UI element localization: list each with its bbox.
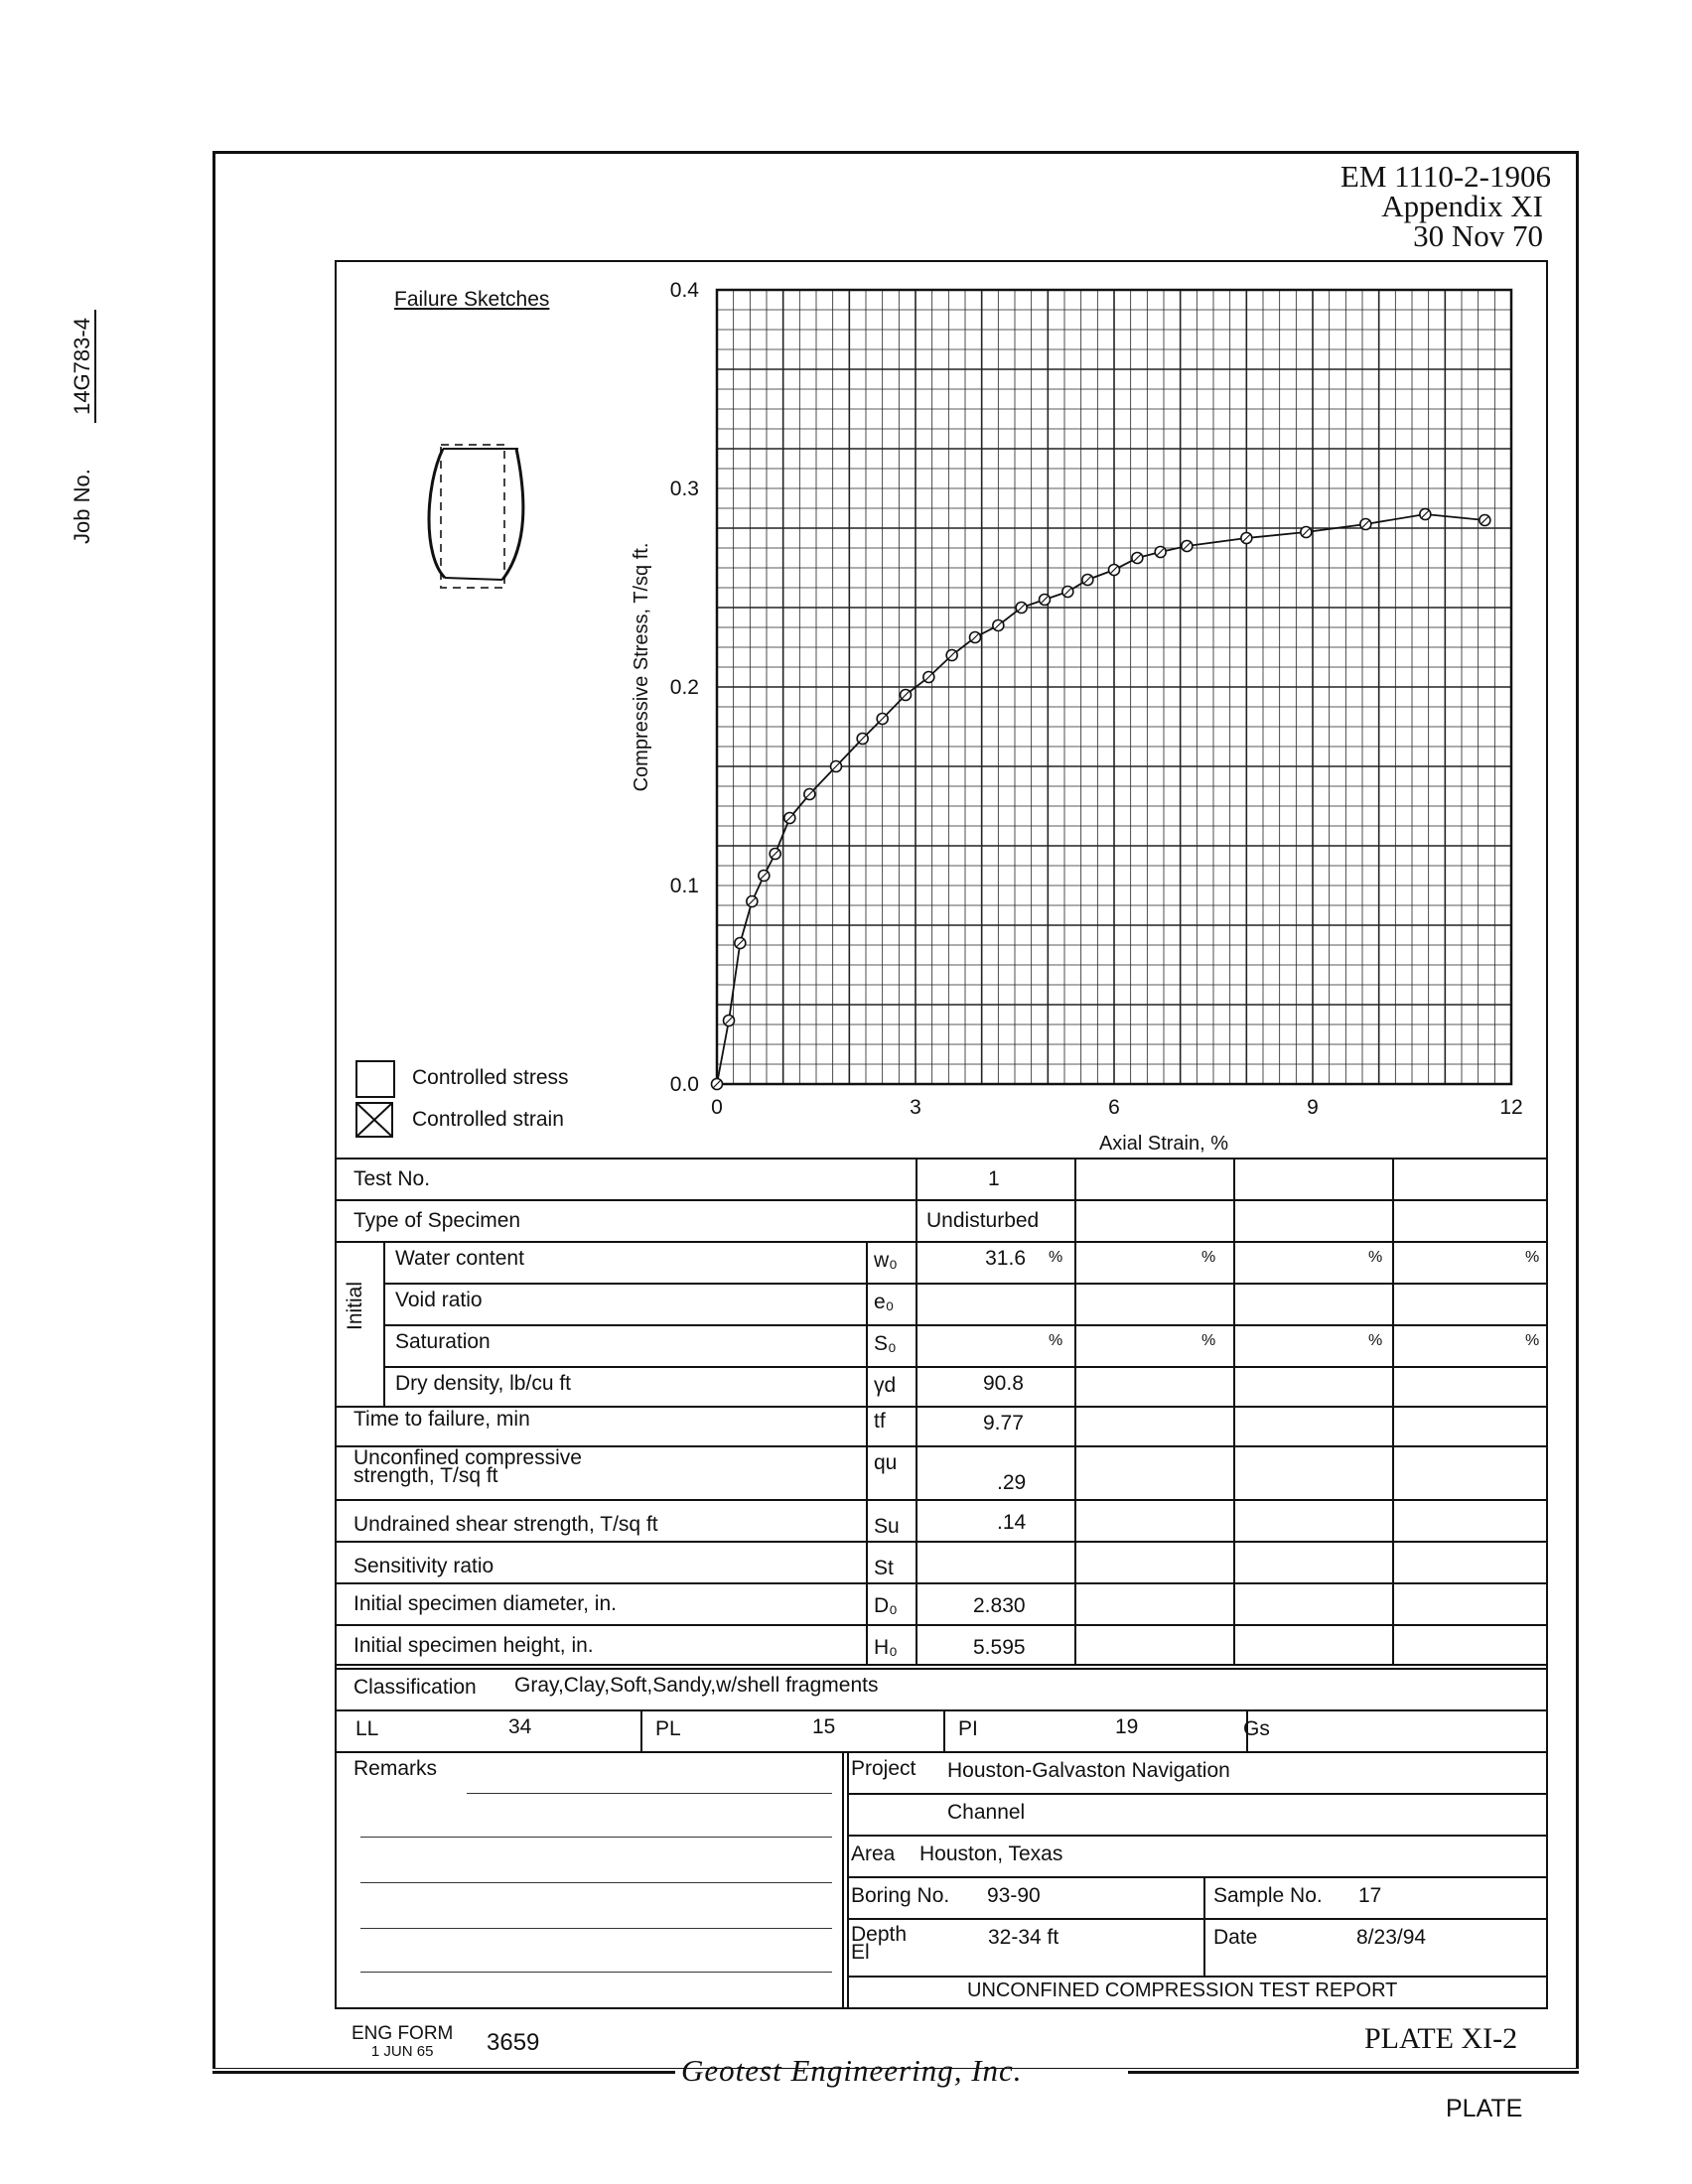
plate-label: PLATE: [1446, 2095, 1523, 2122]
date-value: 8/23/94: [1356, 1926, 1427, 1949]
shear-strength-label: Undrained shear strength, T/sq ft: [353, 1513, 658, 1536]
remarks-project-divider: [842, 1751, 844, 2009]
sensitivity-label: Sensitivity ratio: [353, 1555, 494, 1577]
x-tick-label: 12: [1499, 1096, 1523, 1119]
dry-density-symbol: γd: [874, 1374, 897, 1397]
controlled-strain-label: Controlled strain: [412, 1108, 564, 1131]
saturation-symbol: S₀: [874, 1332, 897, 1355]
initial-block-divider: [383, 1241, 385, 1406]
diameter-symbol: D₀: [874, 1594, 898, 1617]
company-name: Geotest Engineering, Inc.: [681, 2053, 1023, 2088]
pl-label: PL: [655, 1717, 681, 1740]
pct-6: %: [1201, 1332, 1216, 1349]
ucs-label: [353, 1446, 582, 1487]
pct-4: %: [1525, 1249, 1540, 1266]
ll-value: 34: [508, 1715, 532, 1738]
dry-density-value: 90.8: [983, 1372, 1024, 1395]
doc-number: EM 1110-2-1906: [1340, 159, 1551, 194]
ll-label: LL: [355, 1717, 379, 1740]
depth-label: Depth: [851, 1923, 908, 1946]
water-content-symbol: w₀: [874, 1249, 898, 1272]
void-ratio-symbol: e₀: [874, 1291, 895, 1313]
x-tick-label: 9: [1307, 1096, 1319, 1119]
classification-rule: [335, 1709, 1548, 1711]
table-double-rule: [335, 1668, 1548, 1670]
table-row-rule: [335, 1582, 1548, 1584]
table-row-rule: [335, 1241, 1548, 1243]
ucs-value: .29: [997, 1471, 1027, 1494]
area-value: Houston, Texas: [919, 1843, 1063, 1865]
value-column-3: [1233, 1158, 1235, 1664]
pct-8: %: [1525, 1332, 1540, 1349]
controlled-stress-checkbox: [355, 1060, 395, 1098]
value-column-1: [916, 1158, 917, 1664]
sample-label: Sample No.: [1213, 1884, 1323, 1907]
project-label: Project: [851, 1757, 916, 1780]
sensitivity-symbol: St: [874, 1557, 894, 1579]
ucs-symbol: qu: [874, 1451, 898, 1474]
boring-sample-divider: [1203, 1876, 1205, 1976]
table-row-rule: [383, 1324, 1548, 1326]
plate-number: PLATE XI-2: [1364, 2022, 1518, 2055]
table-row-rule: [383, 1283, 1548, 1285]
water-content-value: 31.6: [985, 1247, 1026, 1270]
void-ratio-label: Void ratio: [395, 1289, 483, 1311]
ucs-label-line2: strength, T/sq ft: [353, 1464, 498, 1487]
depth-label-block: [851, 1923, 908, 1964]
test-no-value: 1: [988, 1167, 1000, 1190]
specimen-type-label: Type of Specimen: [353, 1209, 521, 1232]
value-column-2: [1074, 1158, 1076, 1664]
height-symbol: H₀: [874, 1636, 898, 1659]
y-tick-label: 0.1: [669, 875, 699, 897]
x-tick-label: 3: [910, 1096, 921, 1119]
el-label: El: [851, 1941, 870, 1964]
date-label: Date: [1213, 1926, 1258, 1949]
eng-form-block: [352, 2025, 453, 2061]
classification-value: Gray,Clay,Soft,Sandy,w/shell fragments: [514, 1674, 879, 1697]
pct-7: %: [1368, 1332, 1383, 1349]
value-column-4: [1392, 1158, 1394, 1664]
project-row-rule: [847, 1793, 1548, 1795]
pct-1: %: [1049, 1249, 1063, 1266]
project-row-rule: [847, 1876, 1548, 1878]
shear-strength-value: .14: [997, 1511, 1027, 1534]
job-value: 14G783-4: [70, 310, 96, 423]
pct-3: %: [1368, 1249, 1383, 1266]
eng-form-date: 1 JUN 65: [370, 2043, 434, 2060]
footer-rule-right: [1128, 2071, 1579, 2074]
limits-divider-1: [640, 1709, 642, 1751]
table-row-rule: [383, 1366, 1548, 1368]
time-to-failure-value: 9.77: [983, 1412, 1024, 1434]
y-tick-label: 0.0: [669, 1073, 699, 1096]
y-tick-label: 0.2: [669, 676, 699, 699]
pct-5: %: [1049, 1332, 1063, 1349]
eng-form-number: 3659: [487, 2029, 540, 2056]
table-row-rule: [335, 1499, 1548, 1501]
pi-label: PI: [958, 1717, 978, 1740]
gs-label: Gs: [1243, 1717, 1270, 1740]
symbol-column-divider: [866, 1241, 868, 1664]
remarks-label: Remarks: [353, 1757, 438, 1780]
project-row-rule: [847, 1835, 1548, 1837]
x-tick-label: 6: [1108, 1096, 1120, 1119]
report-title: UNCONFINED COMPRESSION TEST REPORT: [967, 1979, 1398, 2001]
project-row-rule: [847, 1918, 1548, 1920]
table-row-rule: [335, 1664, 1548, 1666]
table-row-rule: [335, 1158, 1548, 1160]
project-value-line2: Channel: [947, 1801, 1026, 1824]
specimen-type-value: Undisturbed: [926, 1209, 1040, 1232]
controlled-stress-label: Controlled stress: [412, 1066, 569, 1089]
sample-value: 17: [1358, 1884, 1382, 1907]
diameter-label: Initial specimen diameter, in.: [353, 1592, 617, 1615]
pi-value: 19: [1115, 1715, 1139, 1738]
ucs-label-line1: Unconfined compressive: [353, 1446, 582, 1469]
initial-label: Initial: [344, 1281, 366, 1330]
boring-value: 93-90: [987, 1884, 1041, 1907]
x-axis-label: Axial Strain, %: [1098, 1133, 1229, 1155]
remarks-line: [360, 1837, 832, 1838]
shear-strength-symbol: Su: [874, 1515, 900, 1538]
job-label: Job No.: [70, 469, 94, 544]
table-row-rule: [335, 1199, 1548, 1201]
controlled-strain-checkbox: [355, 1102, 395, 1140]
y-axis-label: Compressive Stress, T/sq ft.: [631, 542, 652, 792]
job-number-block: [70, 310, 95, 544]
y-tick-label: 0.3: [669, 478, 699, 500]
failure-sketches-label: Failure Sketches: [394, 288, 550, 311]
remarks-line: [360, 1882, 832, 1883]
failure-sketch-icon: [417, 437, 526, 596]
remarks-project-divider-2: [847, 1751, 849, 2009]
remarks-line: [467, 1793, 832, 1794]
classification-label: Classification: [353, 1676, 477, 1699]
project-value-line1: Houston-Galvaston Navigation: [947, 1759, 1230, 1782]
water-content-label: Water content: [395, 1247, 524, 1270]
time-to-failure-symbol: tf: [874, 1410, 886, 1433]
saturation-label: Saturation: [395, 1330, 491, 1353]
y-tick-label: 0.4: [669, 279, 699, 302]
pct-2: %: [1201, 1249, 1216, 1266]
area-label: Area: [851, 1843, 896, 1865]
boring-label: Boring No.: [851, 1884, 950, 1907]
table-row-rule: [335, 1541, 1548, 1543]
dry-density-label: Dry density, lb/cu ft: [395, 1372, 572, 1395]
x-tick-label: 0: [711, 1096, 723, 1119]
height-value: 5.595: [973, 1636, 1026, 1659]
pl-value: 15: [812, 1715, 836, 1738]
height-label: Initial specimen height, in.: [353, 1634, 594, 1657]
footer-rule-far-left: [212, 2071, 665, 2074]
test-no-label: Test No.: [353, 1167, 431, 1190]
appendix-label: Appendix XI: [1381, 189, 1543, 223]
diameter-value: 2.830: [973, 1594, 1026, 1617]
remarks-line: [360, 1972, 832, 1973]
remarks-line: [360, 1928, 832, 1929]
eng-form-label: ENG FORM: [352, 2023, 454, 2044]
limits-rule: [335, 1751, 1548, 1753]
time-to-failure-label: Time to failure, min: [353, 1408, 530, 1431]
depth-value: 32-34 ft: [988, 1926, 1059, 1949]
limits-divider-2: [943, 1709, 945, 1751]
table-row-rule: [335, 1624, 1548, 1626]
doc-date: 30 Nov 70: [1413, 218, 1543, 253]
stress-strain-chart: [596, 268, 1549, 1161]
project-row-rule: [847, 1976, 1548, 1978]
series-line: [717, 514, 1484, 1084]
